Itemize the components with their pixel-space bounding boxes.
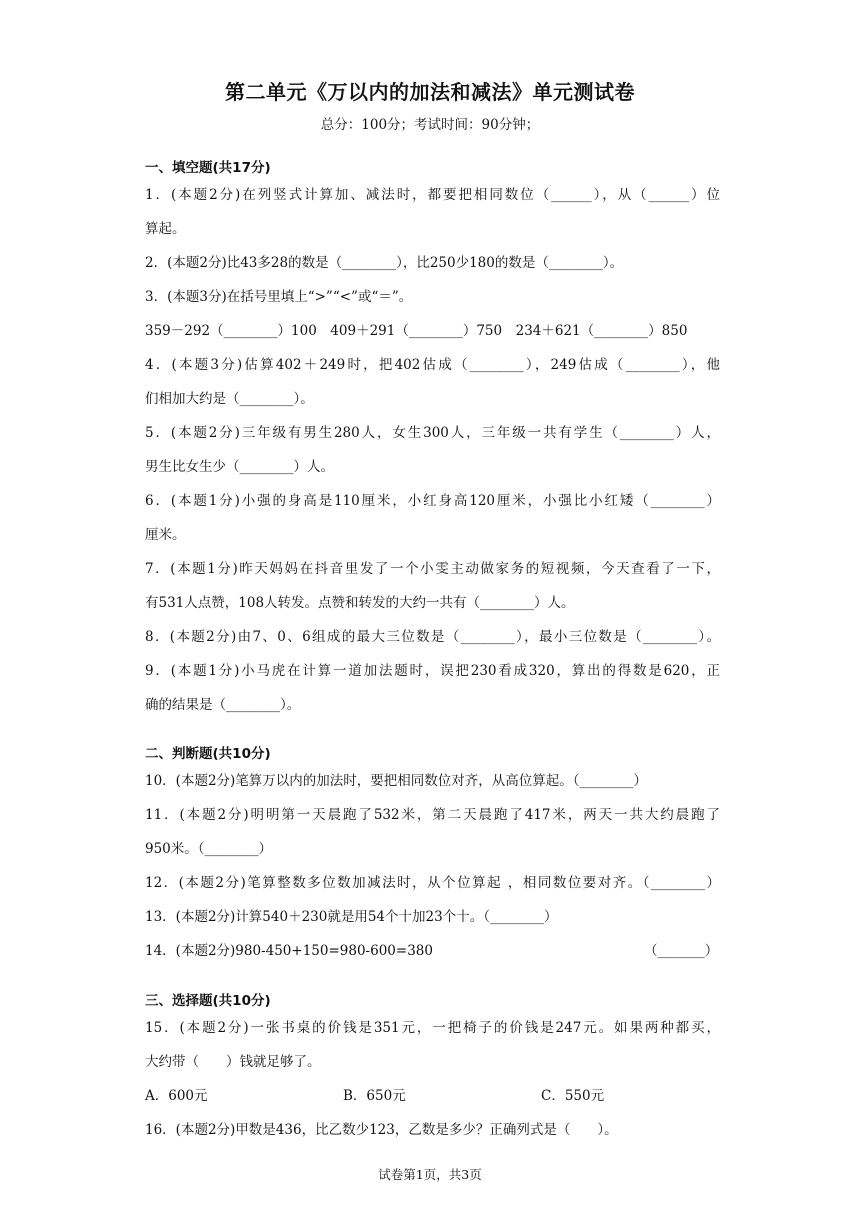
question-line: 9．(本题1分)小马虎在计算一道加法题时，误把230看成320，算出的得数是620，正: [145, 663, 720, 679]
option-b[interactable]: B．650元: [343, 1088, 406, 1104]
question-line: 算起。: [145, 221, 186, 237]
section-heading-true-false: 二、判断题(共10分): [145, 746, 271, 762]
option-a[interactable]: A．600元: [145, 1088, 208, 1104]
question-line: 16．(本题2分)甲数是436，比乙数少123，乙数是多少？正确列式是（ ）。: [145, 1122, 618, 1138]
question-line: 14．(本题2分)980-450+150=980-600=380: [145, 943, 433, 959]
question-line: 大约带（ ）钱就足够了。: [145, 1054, 321, 1070]
question-line: 3．(本题3分)在括号里填上“>”“<”或“＝”。: [145, 289, 413, 305]
question-line: 10．(本题2分)笔算万以内的加法时，要把相同数位对齐，从高位算起。（________）: [145, 773, 648, 789]
section-heading-fill-blank: 一、填空题(共17分): [145, 160, 271, 176]
question-line: 确的结果是（________）。: [145, 697, 301, 713]
question-line: 13．(本题2分)计算540＋230就是用54个十加23个十。（________）: [145, 909, 558, 925]
section-heading-multiple-choice: 三、选择题(共10分): [145, 993, 271, 1009]
question-line: 359－292（________）100 409＋291（________）750 234＋621（________）850: [145, 323, 688, 339]
option-c[interactable]: C．550元: [541, 1088, 605, 1104]
question-line: 5．(本题2分)三年级有男生280人，女生300人，三年级一共有学生（________）人，: [145, 425, 720, 441]
question-line: 11．(本题2分)明明第一天晨跑了532米，第二天晨跑了417米，两天一共大约晨跑了: [145, 807, 720, 823]
question-line: 6．(本题1分)小强的身高是110厘米，小红身高120厘米，小强比小红矮（________）: [145, 493, 720, 509]
question-line: 7．(本题1分)昨天妈妈在抖音里发了一个小雯主动做家务的短视频，今天查看了一下，: [145, 561, 720, 577]
question-line: 男生比女生少（________）人。: [145, 459, 334, 475]
question-line: 950米。（________）: [145, 841, 273, 857]
question-line: 1．(本题2分)在列竖式计算加、减法时，都要把相同数位（______），从（______）位: [145, 187, 720, 203]
answer-paren: （_______）: [644, 943, 719, 959]
question-line: 2．(本题2分)比43多28的数是（________），比250少180的数是（________）。: [145, 255, 624, 271]
question-line: 有531人点赞，108人转发。点赞和转发的大约一共有（________）人。: [145, 595, 575, 611]
page-footer: 试卷第1页，共3页: [378, 1167, 482, 1182]
exam-info: 总分：100分；考试时间：90分钟；: [320, 117, 540, 133]
question-line: 厘米。: [145, 527, 186, 543]
question-line: 们相加大约是（________）。: [145, 391, 314, 407]
question-line: 8．(本题2分)由7、0、6组成的最大三位数是（________），最小三位数是（________）。: [145, 629, 720, 645]
question-line: 4．(本题3分)估算402＋249时，把402估成（________），249估成（________），他: [145, 357, 720, 373]
question-line: 12．(本题2分)笔算整数多位数加减法时，从个位算起 ，相同数位要对齐。（________）: [145, 875, 720, 891]
question-line: 15．(本题2分)一张书桌的价钱是351元，一把椅子的价钱是247元。如果两种都买，: [145, 1020, 720, 1036]
page-title: 第二单元《万以内的加法和减法》单元测试卷: [225, 80, 635, 104]
